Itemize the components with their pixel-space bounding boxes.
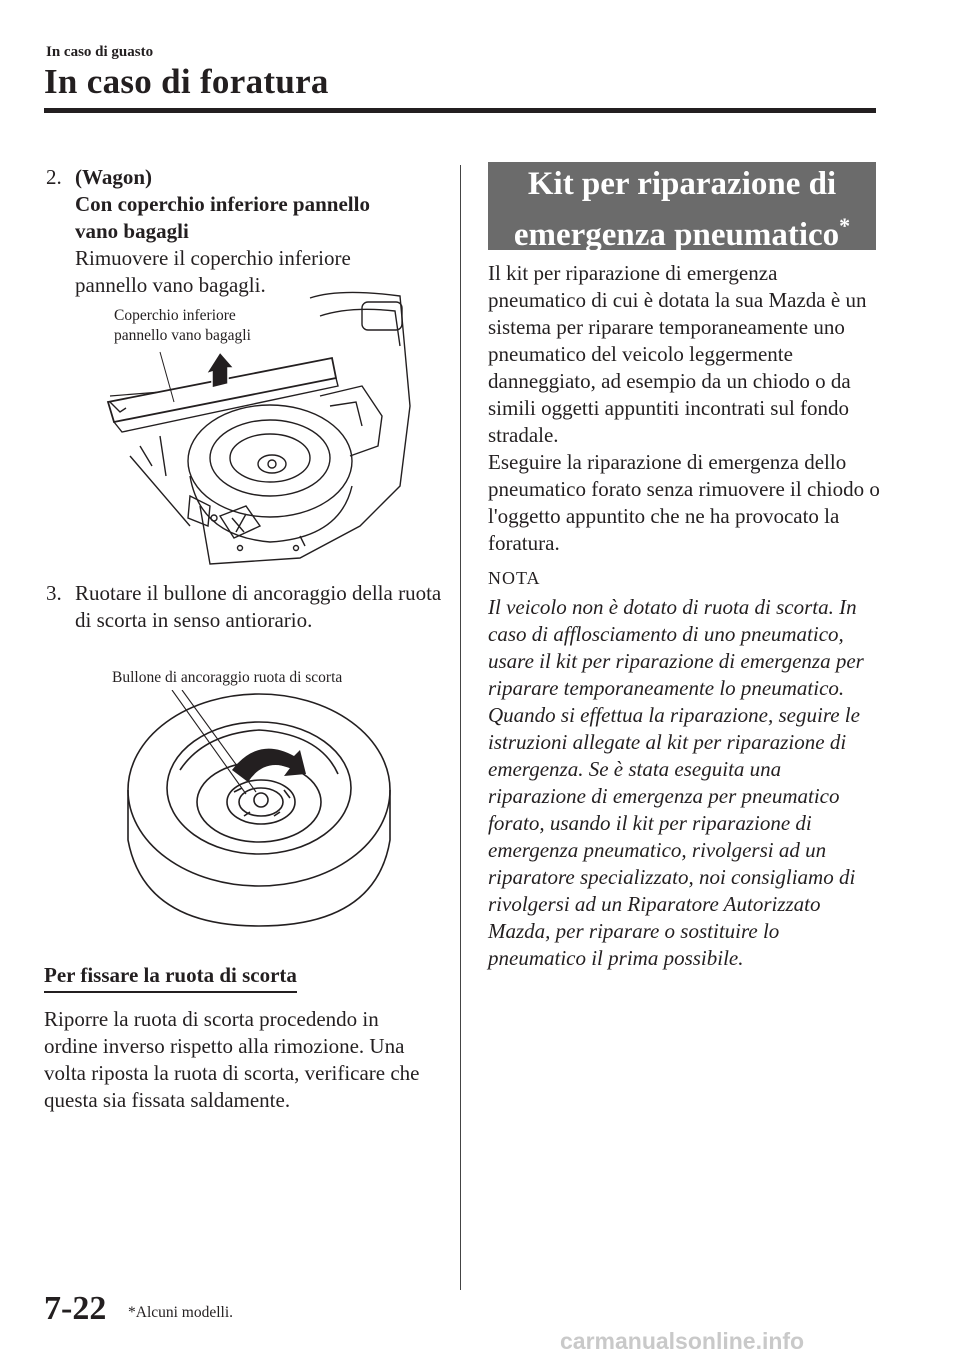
step-condition: Con coperchio inferiore pannello xyxy=(75,192,370,216)
trunk-cover-illustration xyxy=(100,286,412,568)
spare-wheel-illustration xyxy=(124,690,394,930)
fixing-paragraph: Riporre la ruota di scorta procedendo in ordine inverso rispetto alla rimozione. Una volta riposta la ruota di scorta, verificare che questa sia fissata saldamente. xyxy=(44,1007,420,1112)
step-variant: (Wagon) xyxy=(75,165,153,189)
step-2 xyxy=(46,164,446,299)
column-divider xyxy=(460,165,461,1290)
step-instruction: Ruotare il bullone di ancoraggio della ruota di scorta in senso antiorario. xyxy=(75,581,442,632)
step-instruction: Rimuovere il coperchio inferiore pannello vano bagagli. xyxy=(75,246,351,297)
figure-1-callout: Coperchio inferiore pannello vano bagagli xyxy=(114,307,251,344)
kit-description: Il kit per riparazione di emergenza pneumatico di cui è dotata la sua Mazda è un sistema per riparare temporaneamente uno pneumatico del veicolo leggermente danneggiato, ad esempio da un chiodo o da simili oggetti appuntiti incontrati sul fondo stradale. Eseguire la riparazione di emergenza dello pneumatico forato senza rimuovere il chiodo o l'oggetto appuntito che ne ha provocato la foratura. xyxy=(488,261,880,555)
header-divider xyxy=(44,108,876,113)
figure-2-callout: Bullone di ancoraggio ruota di scorta xyxy=(112,669,343,686)
page-number: 7-22 xyxy=(44,1290,107,1327)
watermark: carmanualsonline.info xyxy=(560,1328,805,1354)
footnote: *Alcuni modelli. xyxy=(128,1304,234,1321)
page-title: In caso di foratura xyxy=(44,62,329,101)
step-3 xyxy=(46,580,446,634)
note-label: NOTA xyxy=(488,568,541,588)
step-condition-cont: vano bagagli xyxy=(75,219,189,243)
step-number: 2. xyxy=(46,165,62,189)
note-text: Il veicolo non è dotato di ruota di scorta. In caso di afflosciamento di uno pneumatico, usare il kit per riparazione di emergenza per riparare temporaneamente lo pneumatico. Quando si effettua la riparazione, seguire le istruzioni allegate al kit per riparazione di emergenza. Se è stata eseguita una riparazione di emergenza per pneumatico forato, usando il kit per riparazione di emergenza pneumatico, rivolgersi ad un riparatore specializzato, noi consigliamo di rivolgersi ad un Riparatore Autorizzato Mazda, per riparare o sostituire lo pneumatico il prima possibile. xyxy=(488,595,864,970)
section-label: In caso di guasto xyxy=(46,44,154,60)
section-banner: Kit per riparazione di emergenza pneumatico* xyxy=(488,162,876,250)
counterclockwise-arrow-icon xyxy=(232,749,306,782)
step-number: 3. xyxy=(46,581,62,605)
subheading: Per fissare la ruota di scorta xyxy=(44,963,297,993)
